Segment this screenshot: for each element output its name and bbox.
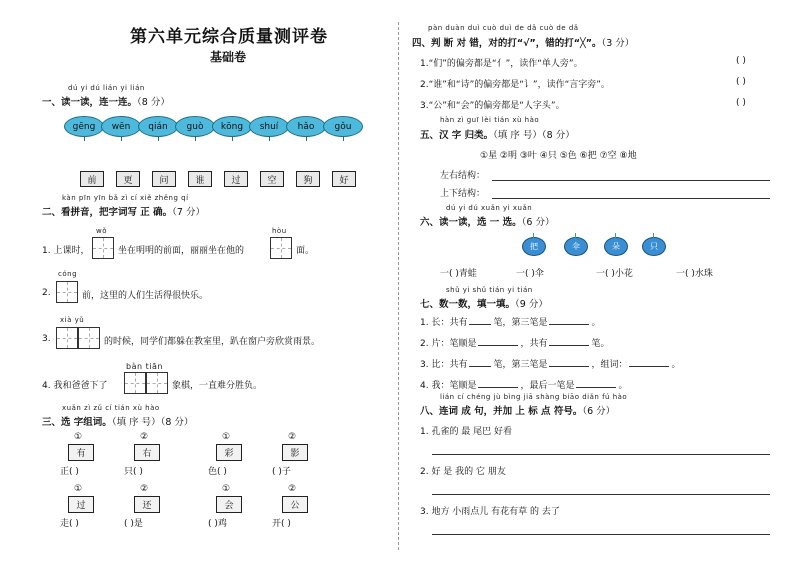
q1-label: 一、读一读，连一连。	[42, 97, 138, 108]
q4-points: （3 分）	[601, 38, 635, 49]
measure-word-blank[interactable]: 一( )伞	[516, 269, 544, 279]
fill-blank[interactable]	[478, 378, 518, 388]
q6-label: 六、读一读，选 一 选。	[420, 217, 522, 228]
q4-item-2: 2.“谁”和“诗”的偏旁都是“讠”，读作“言字旁”。	[420, 80, 610, 90]
char-box[interactable]: 问	[152, 171, 176, 187]
writing-box[interactable]	[56, 281, 78, 303]
q8-points: （6 分）	[582, 406, 616, 417]
char-box[interactable]: 狗	[296, 171, 320, 187]
q2-points: （7 分）	[172, 207, 205, 218]
fill-blank[interactable]	[478, 336, 518, 346]
q5-fill: （填 序 号）	[493, 130, 542, 141]
char-flag[interactable]	[68, 496, 94, 513]
q6-heading	[420, 214, 554, 228]
flag-char: 右	[142, 449, 152, 459]
q2-s3-text: 的时候，同学们都躲在教室里，趴在窗户旁欣赏雨景。	[104, 337, 321, 347]
q7-heading	[420, 296, 548, 310]
fill-blank[interactable]	[469, 357, 491, 367]
q7-item-4	[420, 378, 627, 391]
char-box[interactable]: 谁	[188, 171, 212, 187]
apple-option[interactable]: 朵	[604, 237, 628, 256]
q7-label: 七、数一数，填一填。	[420, 299, 516, 310]
q3-pinyin: xuǎn zì zǔ cí tián xù hào	[62, 404, 160, 412]
q8-label: 八、连词 成 句，并加 上 标 点 符号。	[420, 406, 583, 417]
q1-pinyin: dú yi dú lián yi lián	[68, 84, 145, 92]
q7-text: 1. 长：共有	[420, 318, 468, 328]
flag-char: 影	[290, 449, 300, 459]
word-blank[interactable]: 走( )	[60, 519, 79, 529]
char-flag[interactable]	[216, 444, 242, 461]
q3-label: 三、选 字组词。	[42, 417, 112, 428]
answer-line[interactable]	[492, 180, 770, 181]
option-number: ②	[288, 484, 297, 494]
page-subtitle: 基础卷	[210, 50, 247, 64]
apple-option[interactable]: 伞	[564, 237, 588, 256]
pinyin-balloon[interactable]: kōng	[212, 116, 252, 137]
page-title: 第六单元综合质量测评卷	[130, 27, 328, 47]
option-number: ①	[74, 484, 83, 494]
char-box[interactable]: 更	[116, 171, 140, 187]
fill-blank[interactable]	[549, 357, 589, 367]
q4-item-1: 1.“们”的偏旁都是“亻”，读作“单人旁”。	[420, 59, 583, 69]
word-blank[interactable]: ( )子	[272, 467, 291, 477]
q2-s3-num: 3.	[42, 334, 51, 344]
measure-word-blank[interactable]: 一( )水珠	[676, 269, 713, 279]
char-box[interactable]: 好	[332, 171, 356, 187]
q5-label: 五、汉 字 归类。	[420, 130, 494, 141]
option-number: ①	[74, 432, 83, 442]
pinyin-balloon[interactable]: gǒu	[323, 116, 363, 137]
flag-char: 会	[224, 501, 234, 511]
char-box[interactable]: 过	[224, 171, 248, 187]
writing-box[interactable]	[78, 327, 100, 349]
fill-blank[interactable]	[549, 315, 589, 325]
q4-pinyin: pàn duàn duì cuò duì de dǎ cuò de dǎ	[428, 24, 579, 32]
writing-box[interactable]	[270, 237, 292, 259]
q4-item-3: 3.“公”和“会”的偏旁都是“人字头”。	[420, 101, 565, 111]
writing-box[interactable]	[92, 237, 114, 259]
apple-option[interactable]: 把	[522, 237, 546, 256]
option-number: ②	[288, 432, 297, 442]
q8-item-3: 3. 地方 小雨点儿 有花有草 的 去了	[420, 507, 560, 517]
q3-heading	[42, 414, 193, 428]
answer-line[interactable]	[432, 494, 770, 495]
q2-label: 二、看拼音，把字词写 正 确。	[42, 207, 173, 218]
pinyin-balloon[interactable]: hǎo	[286, 116, 326, 137]
q2-s4-b: 象棋，一直难分胜负。	[172, 381, 263, 391]
q7-text: ，共有	[520, 339, 548, 349]
q4-answer-2[interactable]: ( )	[736, 77, 746, 87]
q6-points: （6 分）	[521, 217, 555, 228]
option-number: ②	[140, 432, 149, 442]
q5-heading	[420, 127, 575, 141]
q8-heading	[420, 403, 615, 417]
pinyin-balloon[interactable]: shuí	[249, 116, 289, 137]
q3-fill: （填 序 号）	[111, 417, 161, 428]
measure-word-blank[interactable]: 一( )小花	[596, 269, 633, 279]
pinyin-balloon[interactable]: gēng	[64, 116, 104, 137]
answer-line[interactable]	[492, 198, 770, 199]
q7-text: 。	[591, 318, 601, 328]
q5-pinyin: hàn zì guī lèi tián xù hào	[440, 116, 540, 124]
pinyin-balloon[interactable]: qián	[138, 116, 178, 137]
q7-text: 3. 比：共有	[420, 360, 468, 370]
char-box[interactable]: 空	[260, 171, 284, 187]
q2-pinyin: kàn pīn yīn bǎ zì cí xiě zhěng qí	[62, 194, 189, 202]
q6-pinyin: dú yi dú xuǎn yi xuǎn	[446, 204, 533, 212]
char-box[interactable]: 前	[80, 171, 104, 187]
fill-blank[interactable]	[549, 336, 589, 346]
q2-s2-py: cóng	[58, 270, 78, 278]
q7-item-3	[420, 357, 681, 370]
q2-s2-text: 前，这里的人们生活得很快乐。	[82, 291, 209, 301]
option-number: ②	[140, 484, 149, 494]
pinyin-balloon[interactable]: guò	[175, 116, 215, 137]
q7-text: ，组词：	[591, 360, 628, 370]
flag-char: 有	[76, 449, 86, 459]
q7-text: 笔。	[591, 339, 610, 349]
char-flag[interactable]	[134, 496, 160, 513]
q7-text: 。	[671, 360, 681, 370]
q7-item-1	[420, 315, 600, 328]
q7-points: （9 分）	[515, 299, 548, 310]
flag-char: 彩	[224, 449, 234, 459]
q2-heading	[42, 204, 205, 218]
word-blank[interactable]: 正( )	[60, 467, 79, 477]
answer-line[interactable]	[432, 534, 770, 535]
q4-label: 四、判 断 对 错，对的打“√”，错的打“╳”。	[412, 38, 602, 49]
flag-char: 过	[76, 501, 86, 511]
q1-points: （8 分）	[137, 97, 170, 108]
q5-points: （8 分）	[541, 130, 575, 141]
flag-char: 还	[142, 501, 152, 511]
q5-row1-label: 左右结构：	[440, 171, 486, 181]
word-blank[interactable]: ( )是	[124, 519, 143, 529]
fill-blank[interactable]	[629, 357, 669, 367]
char-flag[interactable]	[134, 444, 160, 461]
q8-pinyin: lián cí chéng jù bìng jiā shàng biāo diǎn fú hào	[440, 393, 628, 401]
q7-text: 笔，第三笔是	[493, 318, 548, 328]
char-flag[interactable]	[68, 444, 94, 461]
writing-box[interactable]	[56, 327, 78, 349]
q2-s1-c: 面。	[296, 246, 315, 256]
q2-s1-a: 1. 上课时，	[42, 246, 90, 256]
measure-word-blank[interactable]: 一( )青蛙	[440, 269, 477, 279]
q7-pinyin: shǔ yi shǔ tián yi tián	[446, 286, 533, 294]
apple-option[interactable]: 只	[642, 237, 666, 256]
q7-text: 。	[618, 381, 628, 391]
q2-s4-a: 4. 我和爸爸下了	[42, 381, 108, 391]
q7-text: 笔，第三笔是	[493, 360, 548, 370]
q4-heading	[412, 35, 634, 49]
q1-heading	[42, 94, 170, 108]
column-divider	[398, 22, 399, 550]
option-number: ①	[222, 484, 231, 494]
q8-item-1: 1. 孔雀的 最 尾巴 好看	[420, 427, 513, 437]
char-flag[interactable]	[216, 496, 242, 513]
answer-line[interactable]	[432, 454, 770, 455]
word-blank[interactable]: ( )鸡	[208, 519, 227, 529]
writing-box[interactable]	[146, 372, 168, 394]
q2-s1-py2: hòu	[272, 227, 287, 235]
q7-text: 4. 我：笔顺是	[420, 381, 477, 391]
flag-char: 公	[290, 501, 300, 511]
word-blank[interactable]: 开( )	[272, 519, 291, 529]
q3-points: （8 分）	[160, 417, 194, 428]
pinyin-balloon[interactable]: wēn	[101, 116, 141, 137]
q4-answer-3[interactable]: ( )	[736, 98, 746, 108]
q4-answer-1[interactable]: ( )	[736, 56, 746, 66]
word-blank[interactable]: 色( )	[208, 467, 227, 477]
q2-s1-b: 坐在明明的前面，丽丽坐在他的	[118, 246, 245, 256]
fill-blank[interactable]	[576, 378, 616, 388]
char-flag[interactable]	[282, 496, 308, 513]
q2-s1-py1: wǒ	[96, 227, 108, 235]
q2-s4-py: bàn tiān	[126, 362, 163, 371]
word-blank[interactable]: 只( )	[124, 467, 143, 477]
q5-row2-label: 上下结构：	[440, 189, 486, 199]
option-number: ①	[222, 432, 231, 442]
q7-item-2	[420, 336, 609, 349]
q2-s2-num: 2.	[42, 288, 51, 298]
q7-text: 2. 片：笔顺是	[420, 339, 477, 349]
q7-text: ，最后一笔是	[520, 381, 575, 391]
char-flag[interactable]	[282, 444, 308, 461]
q2-s3-py: xià yǔ	[60, 316, 85, 324]
q8-item-2: 2. 好 是 我的 它 朋友	[420, 467, 506, 477]
writing-box[interactable]	[124, 372, 146, 394]
fill-blank[interactable]	[469, 315, 491, 325]
q5-chars: ①星 ②明 ③叶 ④只 ⑤色 ⑥把 ⑦空 ⑧地	[480, 151, 637, 161]
